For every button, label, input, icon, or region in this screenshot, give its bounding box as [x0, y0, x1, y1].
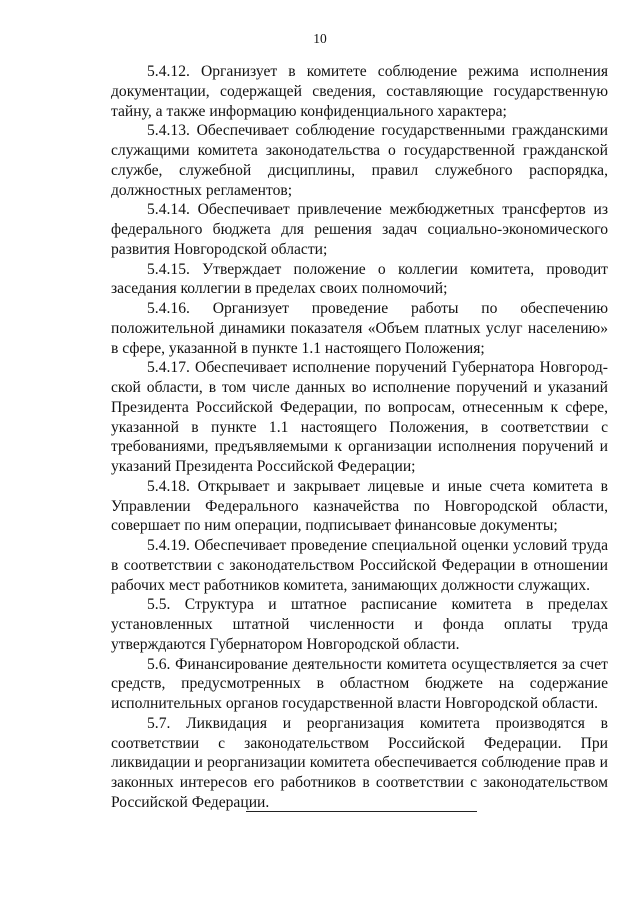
paragraph-5-5: 5.5. Структура и штатное расписание комитета в пределах установленных штатной численности и фонда оплаты труда утверждаются Губернатором Новгородской области. [111, 596, 608, 653]
end-of-document-rule [246, 811, 477, 812]
page-number: 10 [313, 31, 327, 46]
paragraph-5-4-18: 5.4.18. Открывает и закрывает лицевые и иные счета комитета в Управлении Федерального казначейства по Новгородской области, совершает по ним операции, подписывает финансовые документы; [111, 477, 608, 535]
paragraph-5-4-14: 5.4.14. Обеспечивает привлечение межбюджетных трансфертов из федерального бюджета для решения задач социально-экономического развития Новгородской области; [111, 201, 608, 258]
paragraph-5-7: 5.7. Ликвидация и реорганизация комитета производятся в соответствии с законодательством Российской Федерации. При ликвидации и реорганизации комитета обеспечивается соблюдение прав и законных интересов его работников в соответствии с законодательством Российской Федерации. [111, 714, 608, 811]
paragraph-5-6: 5.6. Финансирование деятельности комитета осуществляется за счет средств, предусмотренных в областном бюджете на содержание исполнительных органов государственной власти Новгородской области. [111, 655, 608, 712]
paragraph-5-4-17: 5.4.17. Обеспечивает исполнение поручений Губернатора Новгородской области, в том числе данных во исполнение поручений и указаний Президента Российской Федерации, по вопросам, отнесенным к сфере, указанной в пункте 1.1 настоящего Положения, в соответствии с требованиями, предъявляемыми к организации исполнения поручений и указаний Президента Российской Федерации; [111, 359, 608, 475]
paragraph-5-4-13: 5.4.13. Обеспечивает соблюдение государственными гражданскими служащими комитета законодательства о государственной гражданской службе, служебной дисциплины, правил служебного распорядка, должностных регламентов; [111, 122, 608, 199]
paragraph-5-4-19: 5.4.19. Обеспечивает проведение специальной оценки условий труда в соответствии с законодательством Российской Федерации в отношении рабочих мест работников комитета, занимающих должности служащих. [111, 537, 608, 594]
document-body [111, 62, 608, 813]
paragraph-5-4-16: 5.4.16. Организует проведение работы по обеспечению положительной динамики показателя «Объем платных услуг населению» в сфере, указанной в пункте 1.1 настоящего Положения; [111, 300, 608, 357]
paragraph-5-4-15: 5.4.15. Утверждает положение о коллегии комитета, проводит заседания коллегии в пределах своих полномочий; [111, 260, 608, 298]
paragraph-5-4-12: 5.4.12. Организует в комитете соблюдение режима исполнения документации, содержащей сведения, составляющие государственную тайну, а также информацию конфиденциального характера; [111, 63, 608, 120]
